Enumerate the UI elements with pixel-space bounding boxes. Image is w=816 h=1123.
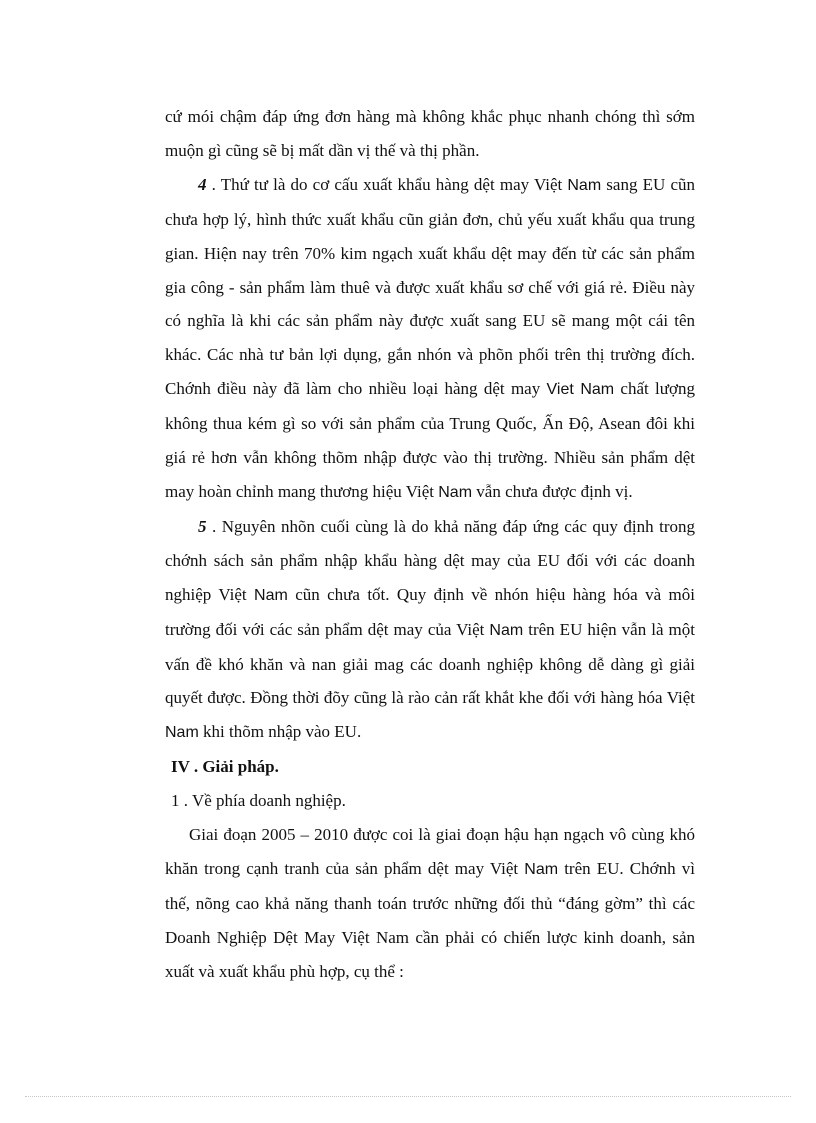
paragraph-4-viet-nam: Viet Nam [546, 381, 615, 399]
paragraph-final-nam-1: Nam [524, 860, 559, 878]
page-bottom-divider [25, 1096, 791, 1097]
paragraph-4-nam-2: Nam [438, 483, 473, 501]
paragraph-5-number: 5 [198, 516, 207, 536]
paragraph-final [165, 818, 695, 989]
paragraph-4-nam-1: Nam [567, 176, 602, 194]
paragraph-4-text-c: chất lượng không thua kém gì so với sản phẩm của Trung Quốc, Ấn Độ, Asean đôi khi giá rẻ hơn vẫn không thõm nhập được vào thị trường. Nhiều sản phẩm dệt may hoàn chỉnh mang thương hiệu Việt [165, 379, 695, 501]
paragraph-5-nam-1: Nam [254, 586, 288, 604]
document-body [165, 100, 695, 989]
paragraph-4-text-d: vẫn chưa được định vị. [472, 481, 633, 501]
paragraph-4 [165, 168, 695, 510]
paragraph-final-text-b: trên EU. Chớnh vì thế, nõng cao khả năng thanh toán trước những đối thủ “đáng gờm” thì các Doanh Nghiệp Dệt May Việt Nam cần phải có chiến lược kinh doanh, sản xuất và xuất khẩu phù hợp, cụ thể : [165, 858, 695, 981]
paragraph-final-text-a: Giai đoạn 2005 – 2010 được coi là giai đoạn hậu hạn ngạch vô cùng khó khăn trong cạnh tranh của sản phẩm dệt may Việt [165, 825, 695, 878]
paragraph-4-number: 4 [198, 174, 207, 194]
paragraph-5-text-a: . Nguyên nhõn cuối cùng là do khả năng đáp ứng các quy định trong chớnh sách sản phẩm nhập khẩu hàng dệt may của EU đối với các doanh nghiệp Việt [165, 516, 695, 604]
paragraph-4-text-a: . Thứ tư là do cơ cấu xuất khẩu hàng dệt may Việt [206, 174, 568, 194]
paragraph-5-text-c: trên EU hiện vẫn là một vấn đề khó khăn và nan giải mag các doanh nghiệp không dễ dàng gì giải quyết được. Đồng thời đõy cũng là rào cản rất khắt khe đối với hàng hóa Việt [165, 619, 695, 708]
paragraph-intro-text: cứ mói chậm đáp ứng đơn hàng mà không khắc phục nhanh chóng thì sớm muộn gì cũng sẽ bị mất dần vị thế và thị phần. [165, 107, 695, 160]
subheading-business: 1 . Về phía doanh nghiệp. [171, 791, 346, 811]
section-heading-iv: IV . Giải pháp. [171, 757, 279, 777]
paragraph-5-text-b: cũn chưa tốt. Quy định về nhón hiệu hàng hóa và môi trường đối với các sản phẩm dệt may của Việt [165, 584, 695, 639]
paragraph-5-text-d: khi thõm nhập vào EU. [198, 722, 362, 742]
paragraph-5-nam-3: Nam [165, 724, 199, 742]
paragraph-4-text-b: sang EU cũn chưa hợp lý, hình thức xuất khẩu cũn giản đơn, chủ yếu xuất khẩu qua trung gian. Hiện nay trên 70% kim ngạch xuất khẩu dệt may đến từ các sản phẩm gia công - sản phẩm làm thuê và được xuất khẩu sơ chế với giá rẻ. Điều này có nghĩa là khi các sản phẩm này được xuất sang EU sẽ mang một cái tên khác. Các nhà tư bản lợi dụng, gắn nhón và phõn phối trên thị trường đích. Chớnh điều này đã làm cho nhiều loại hàng dệt may [165, 174, 695, 399]
paragraph-intro [165, 100, 695, 168]
paragraph-5 [165, 510, 695, 750]
paragraph-5-nam-2: Nam [489, 621, 524, 639]
